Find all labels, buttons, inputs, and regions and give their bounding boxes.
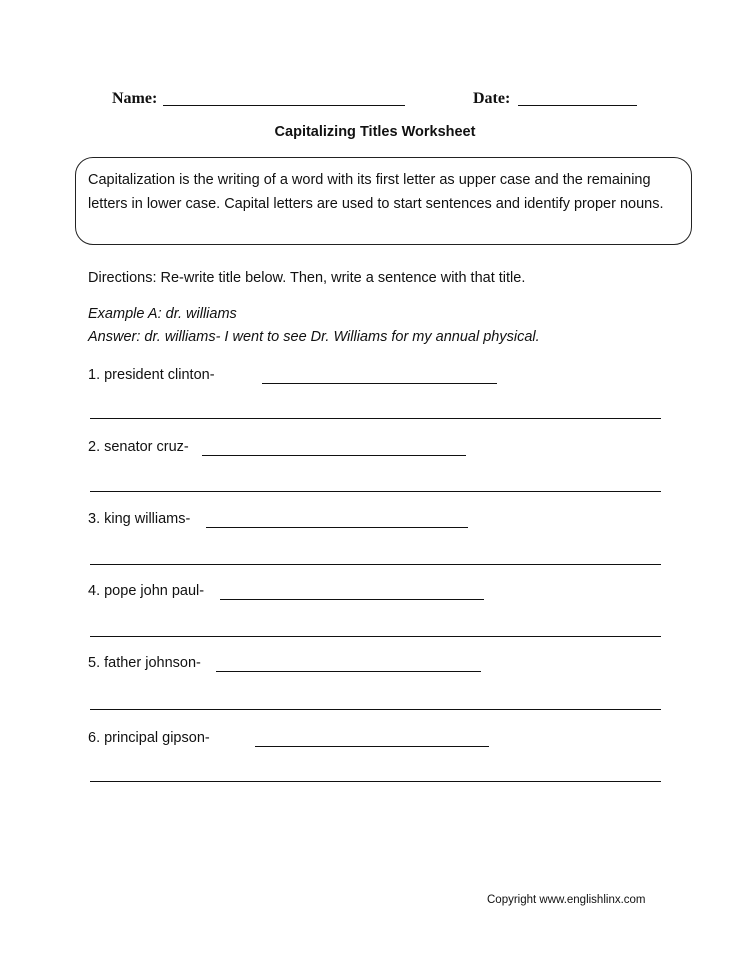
directions: Directions: Re-write title below. Then, write a sentence with that title. (88, 270, 526, 286)
item-label: 4. pope john paul- (88, 583, 205, 599)
date-label: Date: (473, 90, 511, 107)
sentence-answer-line[interactable] (90, 709, 661, 710)
title-answer-line[interactable] (202, 455, 466, 456)
sentence-answer-line[interactable] (90, 564, 661, 565)
title-answer-line[interactable] (220, 599, 484, 600)
item-label: 1. president clinton- (88, 367, 215, 383)
title-answer-line[interactable] (206, 527, 468, 528)
item-label: 3. king williams- (88, 511, 191, 527)
copyright: Copyright www.englishlinx.com (487, 894, 646, 906)
item-label: 6. principal gipson- (88, 730, 210, 746)
title-answer-line[interactable] (255, 746, 489, 747)
date-field[interactable] (518, 105, 637, 106)
example-answer: Answer: dr. williams- I went to see Dr. Williams for my annual physical. (88, 329, 540, 345)
item-label: 2. senator cruz- (88, 439, 189, 455)
name-label: Name: (112, 90, 158, 107)
example-prompt: Example A: dr. williams (88, 306, 237, 322)
title-answer-line[interactable] (216, 671, 481, 672)
title-answer-line[interactable] (262, 383, 497, 384)
sentence-answer-line[interactable] (90, 418, 661, 419)
sentence-answer-line[interactable] (90, 636, 661, 637)
intro-text: Capitalization is the writing of a word with its first letter as upper case and the remaining letters in lower case. Capital letters are used to start sentences and identify proper nouns. (88, 172, 664, 212)
worksheet-title: Capitalizing Titles Worksheet (274, 124, 476, 140)
sentence-answer-line[interactable] (90, 781, 661, 782)
name-field[interactable] (163, 105, 405, 106)
item-label: 5. father johnson- (88, 655, 201, 671)
sentence-answer-line[interactable] (90, 491, 661, 492)
